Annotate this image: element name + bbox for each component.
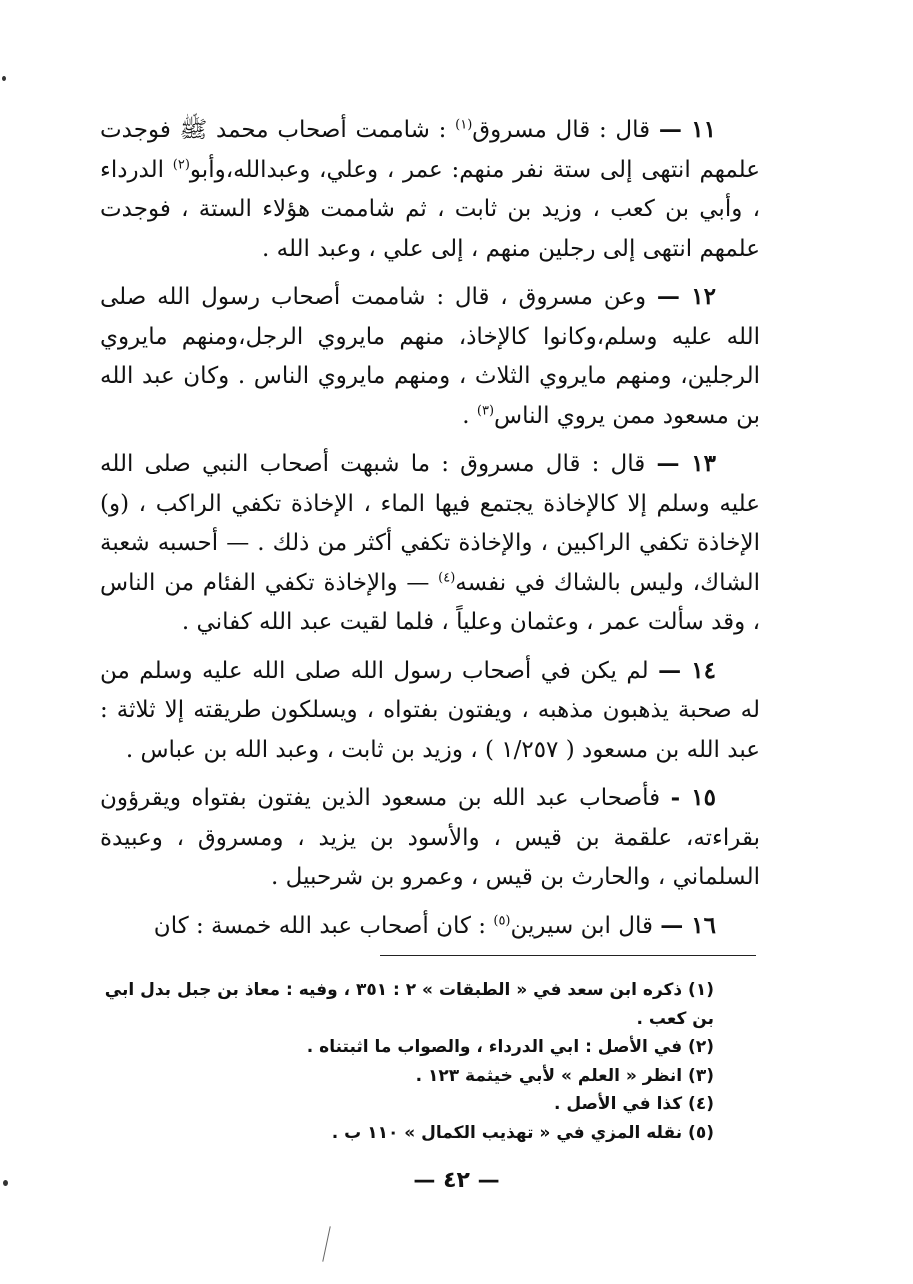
paragraph-16 (100, 906, 760, 947)
footnote-ref: (٣) (476, 402, 495, 418)
footnote-text: انظر « العلم » لأبي خيثمة ١٢٣ . (415, 1065, 683, 1086)
paragraph-number: ١٤ — (658, 656, 717, 684)
paragraph-text: : كان أصحاب عبد الله خمسة : كان (153, 912, 494, 939)
paragraph-text: لم يكن في أصحاب رسول الله صلى الله عليه وسلم من له صحبة يذهبون مذهبه ، ويفتون بفتواه ، ويسلكون طريقته إلا ثلاثة : عبد الله بن مسعود ( ١/٢٥٧ ) ، وزيد بن ثابت ، وعبد الله بن عباس . (100, 657, 760, 763)
paragraph-number: ١٥ - (670, 784, 716, 811)
paragraph-text: — والإخاذة تكفي الفئام من الناس ، وقد سألت عمر ، وعثمان وعلياً ، فلما لقيت عبد الله كفاني . (100, 569, 760, 635)
footnote-separator (380, 955, 756, 956)
paragraph-number: ١١ — (658, 116, 717, 143)
paragraph-text: الدرداء ، وأبي بن كعب ، وزيد بن ثابت ، ثم شاممت هؤلاء الستة ، فوجدت علمهم انتهى إلى رجلين منهم ، إلى علي ، وعبد الله . (100, 156, 760, 262)
footnote-ref: (٥) (493, 912, 511, 928)
footnote-text: في الأصل : ابي الدرداء ، والصواب ما اثبتناه . (306, 1037, 683, 1057)
paragraph-text: . (462, 402, 477, 429)
footnote-ref: (٤) (438, 569, 456, 585)
footnote-ref: (١) (455, 117, 473, 133)
scan-mark (322, 1226, 331, 1261)
footnote-text: ذكره ابن سعد في « الطبقات » ٢ : ٣٥١ ، وفيه : معاذ بن جبل بدل ابي بن كعب . (104, 980, 714, 1029)
paragraph-15 (100, 778, 760, 898)
paragraph-text: وعن مسروق ، قال : شاممت أصحاب رسول الله صلى الله عليه وسلم،وكانوا كالإخاذ، منهم مايروي الرجل،ومنهم مايروي الرجلين، ومنهم مايروي الثلاث ، ومنهم مايروي الناس . وكان عبد الله بن مسعود ممن يروي الناس (100, 284, 760, 429)
footnote-2 (100, 1033, 760, 1062)
main-text (100, 110, 760, 946)
paragraph-text: قال : قال مسروق (472, 117, 651, 143)
footnotes (100, 976, 760, 1147)
paragraph-text: فأصحاب عبد الله بن مسعود الذين يفتون بفتواه ويقرؤون بقراءته، علقمة بن قيس ، والأسود بن يزيد ، ومسروق ، وعبيدة السلماني ، والحارث بن قيس ، وعمرو بن شرحبيل . (100, 785, 760, 890)
footnote-4 (100, 1090, 760, 1119)
paragraph-11 (100, 110, 760, 269)
paragraph-14 (100, 651, 760, 771)
footnote-marker: (١) (688, 980, 714, 1000)
footnote-marker: (٥) (688, 1122, 714, 1143)
footnote-marker: (٢) (688, 1037, 714, 1057)
footnote-text: كذا في الأصل . (553, 1094, 683, 1114)
page-number: — ٤٢ — (413, 1168, 500, 1193)
paragraph-12 (100, 277, 760, 436)
scan-speck (2, 76, 6, 81)
paragraph-text: قال : قال مسروق : ما شبهت أصحاب النبي صلى الله عليه وسلم إلا كالإخاذة يجتمع فيها الماء ، الإخاذة تكفي الراكب ، (و) الإخاذة تكفي الراكبين ، والإخاذة تكفي أكثر من ذلك . — أحسبه شعبة الشاك، وليس بالشاك في نفسه (100, 451, 760, 596)
paragraph-number: ١٦ — (660, 911, 716, 939)
footnote-5 (100, 1119, 760, 1148)
paragraph-number: ١٣ — (656, 450, 717, 477)
footnote-ref: (٢) (172, 156, 190, 172)
paragraph-text: قال ابن سيرين (510, 912, 653, 939)
paragraph-number: ١٢ — (656, 283, 717, 310)
paragraph-13 (100, 444, 760, 643)
footnote-text: نقله المزي في « تهذيب الكمال » ١١٠ ب . (331, 1122, 683, 1143)
footnote-3 (100, 1062, 760, 1091)
footnote-1 (100, 976, 760, 1033)
footnote-marker: (٣) (688, 1065, 714, 1086)
scan-speck (3, 1180, 8, 1186)
footnote-marker: (٤) (688, 1094, 714, 1114)
paragraph-text: : شاممت أصحاب محمد ﷺ فوجدت علمهم انتهى إلى ستة نفر منهم: عمر ، وعلي، وعبدالله،وأبو (100, 117, 760, 183)
